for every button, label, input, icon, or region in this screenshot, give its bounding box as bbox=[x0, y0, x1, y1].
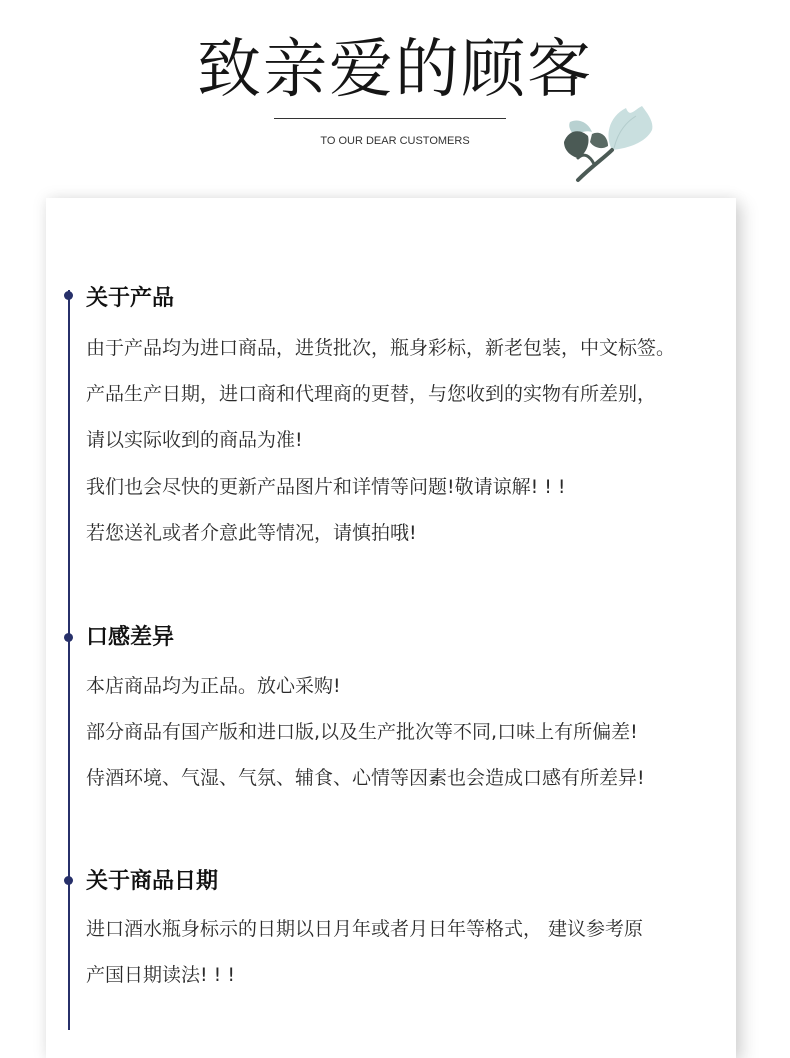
flower-icon bbox=[556, 104, 656, 186]
timeline-dot bbox=[64, 633, 73, 642]
section-line: 部分商品有国产版和进口版,以及生产批次等不同,口味上有所偏差! bbox=[86, 721, 638, 743]
timeline-dot bbox=[64, 876, 73, 885]
section-line: 若您送礼或者介意此等情况，请慎拍哦! bbox=[86, 522, 417, 544]
section-title-date: 关于商品日期 bbox=[86, 869, 219, 894]
section-line: 产品生产日期，进口商和代理商的更替，与您收到的实物有所差别， bbox=[86, 383, 657, 405]
section-title-taste: 口感差异 bbox=[86, 625, 175, 650]
section-line: 进口酒水瓶身标示的日期以日月年或者月日年等格式， 建议参考原 bbox=[86, 918, 644, 940]
title-divider bbox=[274, 118, 506, 119]
section-line: 本店商品均为正品。放心采购! bbox=[86, 675, 341, 697]
section-line: 侍酒环境、气湿、气氛、辅食、心情等因素也会造成口感有所差异! bbox=[86, 767, 645, 789]
page-subtitle: TO OUR DEAR CUSTOMERS bbox=[320, 135, 470, 147]
section-line: 请以实际收到的商品为准! bbox=[86, 429, 303, 451]
page-title: 致亲爱的顾客 bbox=[197, 33, 593, 107]
section-line: 我们也会尽快的更新产品图片和详情等问题!敬请谅解! ! ! bbox=[86, 476, 566, 498]
timeline-line bbox=[68, 290, 70, 1030]
section-line: 产国日期读法! ! ! bbox=[86, 964, 235, 986]
section-line: 由于产品均为进口商品，进货批次，瓶身彩标，新老包装，中文标签。 bbox=[86, 337, 676, 359]
section-title-product: 关于产品 bbox=[86, 286, 175, 311]
timeline-dot bbox=[64, 291, 73, 300]
